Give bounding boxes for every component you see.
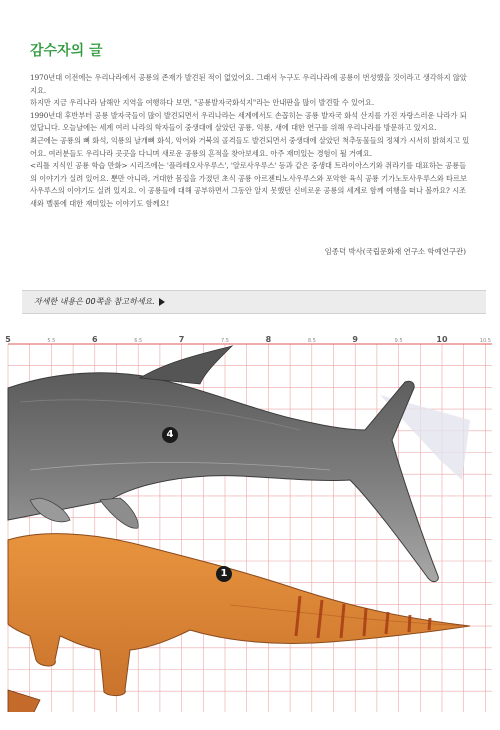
ruler-tick-label: 5.5: [47, 338, 56, 344]
banner-label: 자세한 내용은 00쪽을 참고하세요.: [34, 297, 155, 306]
ruler-tick-label: 6: [92, 335, 98, 344]
paragraph: <리틀 지식인 공룡 학습 만화> 시리즈에는 '플라테오사우루스', '알로사우루스' 등과 같은 중생대 트라이아스기와 쥐라기를 대표하는 공룡들의 이야기가 실려 있어요. 뿐만 아니라, 거대한 몸집을 가졌던 초식 공룡 아르젠티노사우루스와 포악한 육식 공룡 기가노토사우루스와 타르보사우루스의 이야기도 실려 있지요. 이 공룡들에 대해 공부하면서 그동안 알지 못했던 신비로운 공룡의 세계로 함께 여행을 떠나 볼까요? 시조새와 벨롬에 대한 재미있는 이야기도 함께요!: [30, 161, 467, 208]
ruler-tick-label: 8: [265, 335, 272, 344]
author-signature: 임종덕 박사(국립문화재 연구소 학예연구관): [324, 247, 466, 256]
ruler-tick-label: 7.5: [221, 338, 229, 344]
ruler-tick-label: 10: [436, 335, 448, 344]
ruler-tick-label: 5: [5, 335, 11, 344]
page-title: 감수자의 글: [30, 43, 103, 59]
orange-dinosaur: [8, 534, 470, 720]
ruler-tick-label: 8.5: [307, 338, 316, 344]
paragraph: 1970년대 이전에는 우리나라에서 공룡의 존재가 발견된 적이 없었어요. 그래서 누구도 우리나라에 공룡이 번성했을 것이라고 생각하지 않았지요.: [30, 73, 467, 95]
ruler-tick-label: 10.5: [479, 338, 491, 344]
ruler-tick-label: 7: [178, 335, 185, 344]
paragraph: 하지만 지금 우리나라 남해안 지역을 여행하다 보면, "공룡발자국화석지"라는 안내판을 많이 발견할 수 있어요.: [30, 98, 375, 108]
paragraph: 최근에는 공룡의 뼈 화석, 익룡의 날개뼈 화석, 악어와 거북의 골격들도 발견되면서 중생대에 살았던 척추동물들의 정체가 시서히 밝혀지고 있어요. 여러분들도 우리나라 곳곳을 다니며 새로운 공룡의 흔적을 찾아보세요. 아주 재미있는 경험이 될 거예요.: [30, 135, 470, 158]
ruler-tick-label: 6.5: [134, 338, 143, 344]
ruler-tick-label: 9.5: [394, 338, 403, 344]
marker-1: 1: [216, 566, 232, 582]
ruler-tick-label: 9: [352, 335, 358, 344]
paragraph: 1990년대 후반부터 공룡 발자국들이 많이 발견되면서 우리나라는 세계에서도 손꼽히는 공룡 발자국 화석 산지를 가진 자랑스러운 나라가 되었답니다. 오늘날에는 세계 여러 나라의 학자들이 중생대에 살았던 공룡, 익룡, 새에 대한 연구를 위해 우리나라를 방문하고 있지요.: [30, 110, 467, 133]
marker-4: 4: [162, 427, 178, 443]
